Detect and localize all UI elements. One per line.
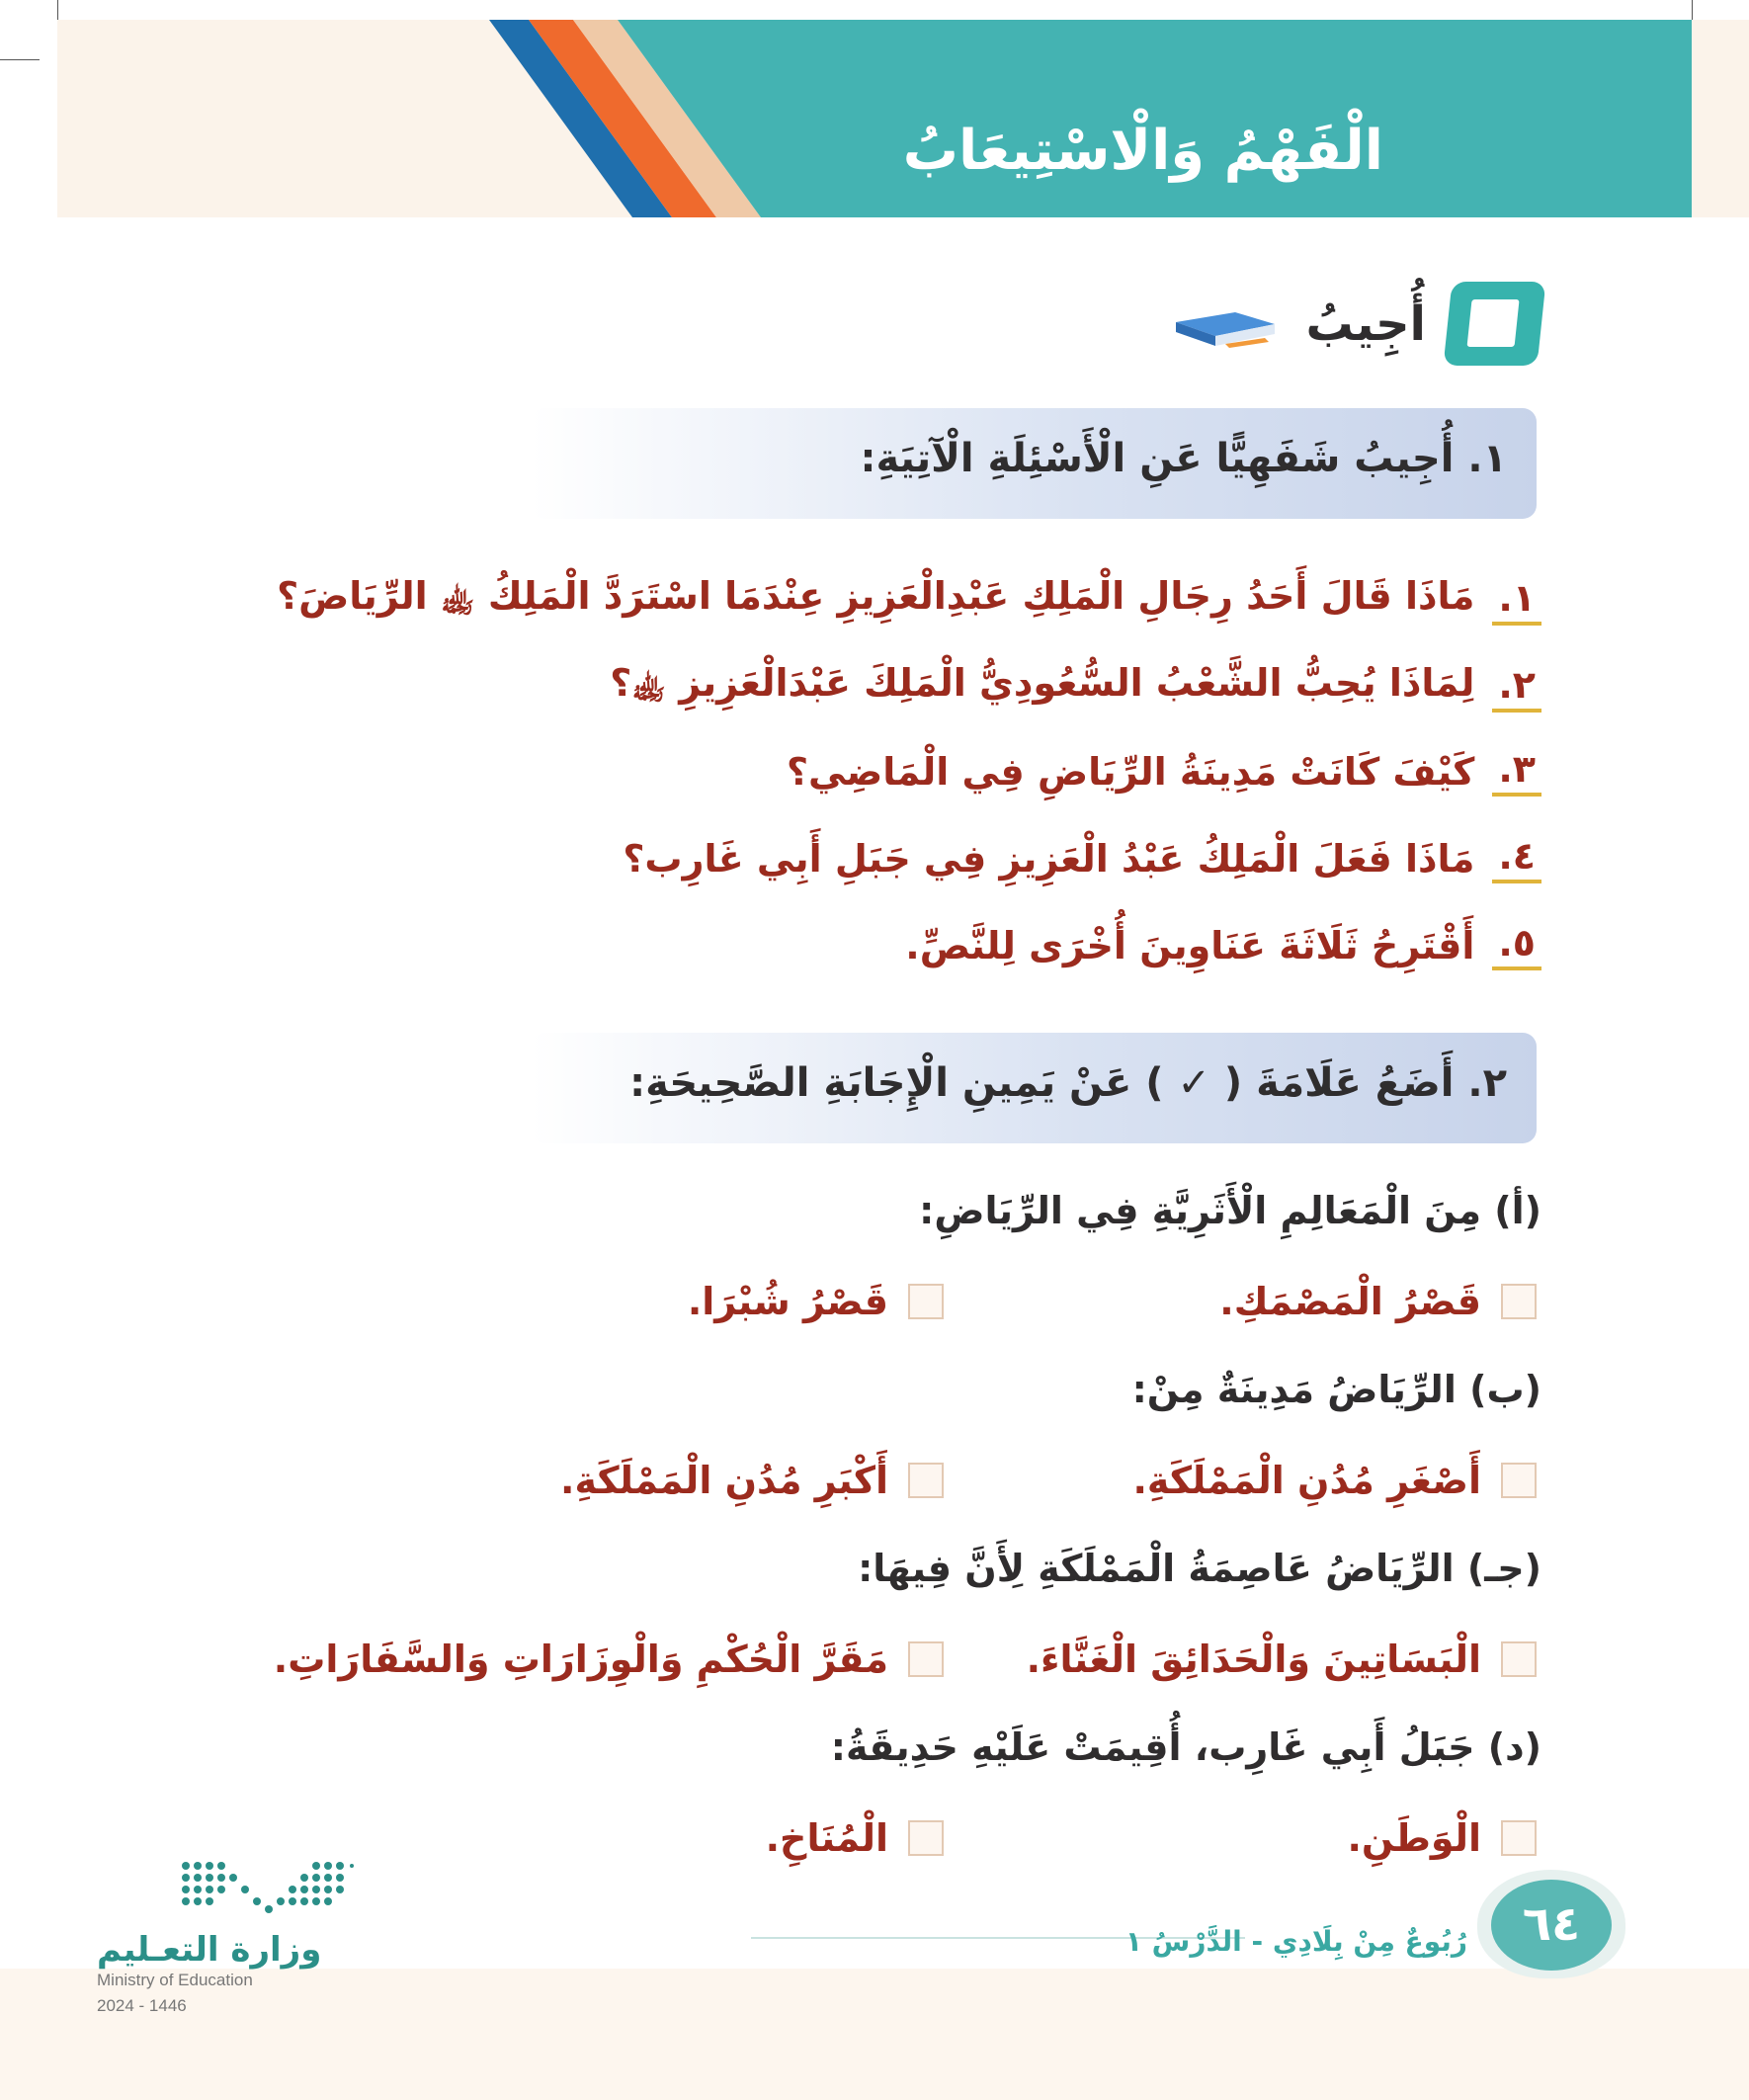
section-title: أُجِيبُ: [1305, 295, 1426, 352]
item-c-label: (جـ) الرِّيَاضُ عَاصِمَةُ الْمَمْلَكَةِ لِأَنَّ فِيهَا:: [858, 1547, 1541, 1590]
checkbox[interactable]: [1501, 1284, 1537, 1319]
book-pencil-icon: [1166, 294, 1285, 354]
item-c-option-1[interactable]: [1027, 1638, 1537, 1681]
question-text: مَاذَا قَالَ أَحَدُ رِجَالِ الْمَلِكِ عَبْدِالْعَزِيزِ عِنْدَمَا اسْتَرَدَّ الْمَلِكُ ﵀ الرِّيَاضَ؟: [277, 574, 1475, 618]
section-heading: [1166, 282, 1541, 366]
item-a-option-2[interactable]: [688, 1280, 944, 1323]
item-d-option-1[interactable]: [1347, 1816, 1537, 1860]
question-text: لِمَاذَا يُحِبُّ الشَّعْبُ السُّعُودِيُّ الْمَلِكَ عَبْدَالْعَزِيزِ ﵀؟: [610, 661, 1475, 705]
checkbox[interactable]: [908, 1284, 944, 1319]
question-2: [610, 660, 1541, 714]
ministry-year: 2024 - 1446: [97, 1996, 187, 2015]
item-a-label: (أ) مِنَ الْمَعَالِمِ الْأَثَرِيَّةِ فِي الرِّيَاضِ:: [919, 1189, 1541, 1232]
question-1: [277, 573, 1541, 628]
option-text: قَصْرُ شُبْرَا.: [687, 1280, 888, 1323]
question-number: ٤.: [1492, 834, 1541, 883]
page-number: ٦٤: [1491, 1880, 1612, 1971]
item-b-option-2[interactable]: [560, 1459, 944, 1502]
exercise1-heading-bar: [531, 408, 1537, 519]
question-number: ١.: [1492, 576, 1541, 626]
option-text: أَصْغَرِ مُدُنِ الْمَمْلَكَةِ.: [1132, 1459, 1481, 1502]
lesson-label: رُبُوعٌ مِنْ بِلَادِي - الدَّرْسُ ١: [1124, 1925, 1467, 1958]
checkbox[interactable]: [908, 1641, 944, 1677]
question-number: ٥.: [1492, 921, 1541, 970]
item-a-option-1[interactable]: [1219, 1280, 1537, 1323]
item-c-option-2[interactable]: [274, 1638, 944, 1681]
header-stripes: [0, 20, 1749, 217]
exercise1-heading: ١. أُجِيبُ شَفَهِيًّا عَنِ الْأَسْئِلَةِ الْآتِيَةِ:: [860, 436, 1507, 481]
option-text: الْمُنَاخِ.: [765, 1816, 888, 1860]
option-text: أَكْبَرِ مُدُنِ الْمَمْلَكَةِ.: [560, 1459, 888, 1502]
option-text: قَصْرُ الْمَصْمَكِ.: [1219, 1280, 1481, 1323]
question-text: مَاذَا فَعَلَ الْمَلِكُ عَبْدُ الْعَزِيزِ فِي جَبَلِ أَبِي غَارِب؟: [623, 837, 1475, 881]
page-number-badge: [1477, 1870, 1625, 1978]
question-5: [905, 921, 1541, 970]
option-text: الْبَسَاتِينَ وَالْحَدَائِقَ الْغَنَّاءَ.: [1026, 1638, 1481, 1681]
question-text: أَقْتَرِحُ ثَلَاثَةَ عَنَاوِينَ أُخْرَى لِلنَّصِّ.: [905, 924, 1475, 967]
question-text: كَيْفَ كَانَتْ مَدِينَةُ الرِّيَاضِ فِي الْمَاضِي؟: [787, 750, 1475, 794]
question-3: [787, 747, 1541, 797]
item-d-label: (د) جَبَلُ أَبِي غَارِب، أُقِيمَتْ عَلَيْهِ حَدِيقَةُ:: [830, 1725, 1541, 1769]
ministry-name-arabic: وزارة التعـليم: [97, 1930, 322, 1970]
checkbox[interactable]: [1501, 1820, 1537, 1856]
page-title: الْفَهْمُ وَالْاسْتِيعَابُ: [902, 119, 1383, 183]
checkbox[interactable]: [908, 1820, 944, 1856]
exercise2-heading-bar: [531, 1033, 1537, 1143]
option-text: الْوَطَنِ.: [1347, 1816, 1481, 1860]
option-text: مَقَرَّ الْحُكْمِ وَالْوِزَارَاتِ وَالسَّفَارَاتِ.: [273, 1638, 888, 1681]
question-number: ٢.: [1492, 663, 1541, 713]
ministry-logo-icon: [97, 1858, 354, 1917]
item-d-option-2[interactable]: [766, 1816, 944, 1860]
footer-band: [0, 1969, 1749, 2100]
square-icon: [1444, 282, 1546, 366]
item-b-option-1[interactable]: [1132, 1459, 1537, 1502]
ministry-name-english: Ministry of Education: [97, 1971, 253, 1989]
checkbox[interactable]: [1501, 1463, 1537, 1498]
question-number: ٣.: [1492, 747, 1541, 797]
exercise2-heading: ٢. أَضَعُ عَلَامَةَ ( ✓ ) عَنْ يَمِينِ الْإِجَابَةِ الصَّحِيحَةِ:: [629, 1060, 1507, 1106]
checkbox[interactable]: [1501, 1641, 1537, 1677]
checkbox[interactable]: [908, 1463, 944, 1498]
item-b-label: (ب) الرِّيَاضُ مَدِينَةٌ مِنْ:: [1131, 1368, 1541, 1411]
question-4: [623, 834, 1541, 883]
